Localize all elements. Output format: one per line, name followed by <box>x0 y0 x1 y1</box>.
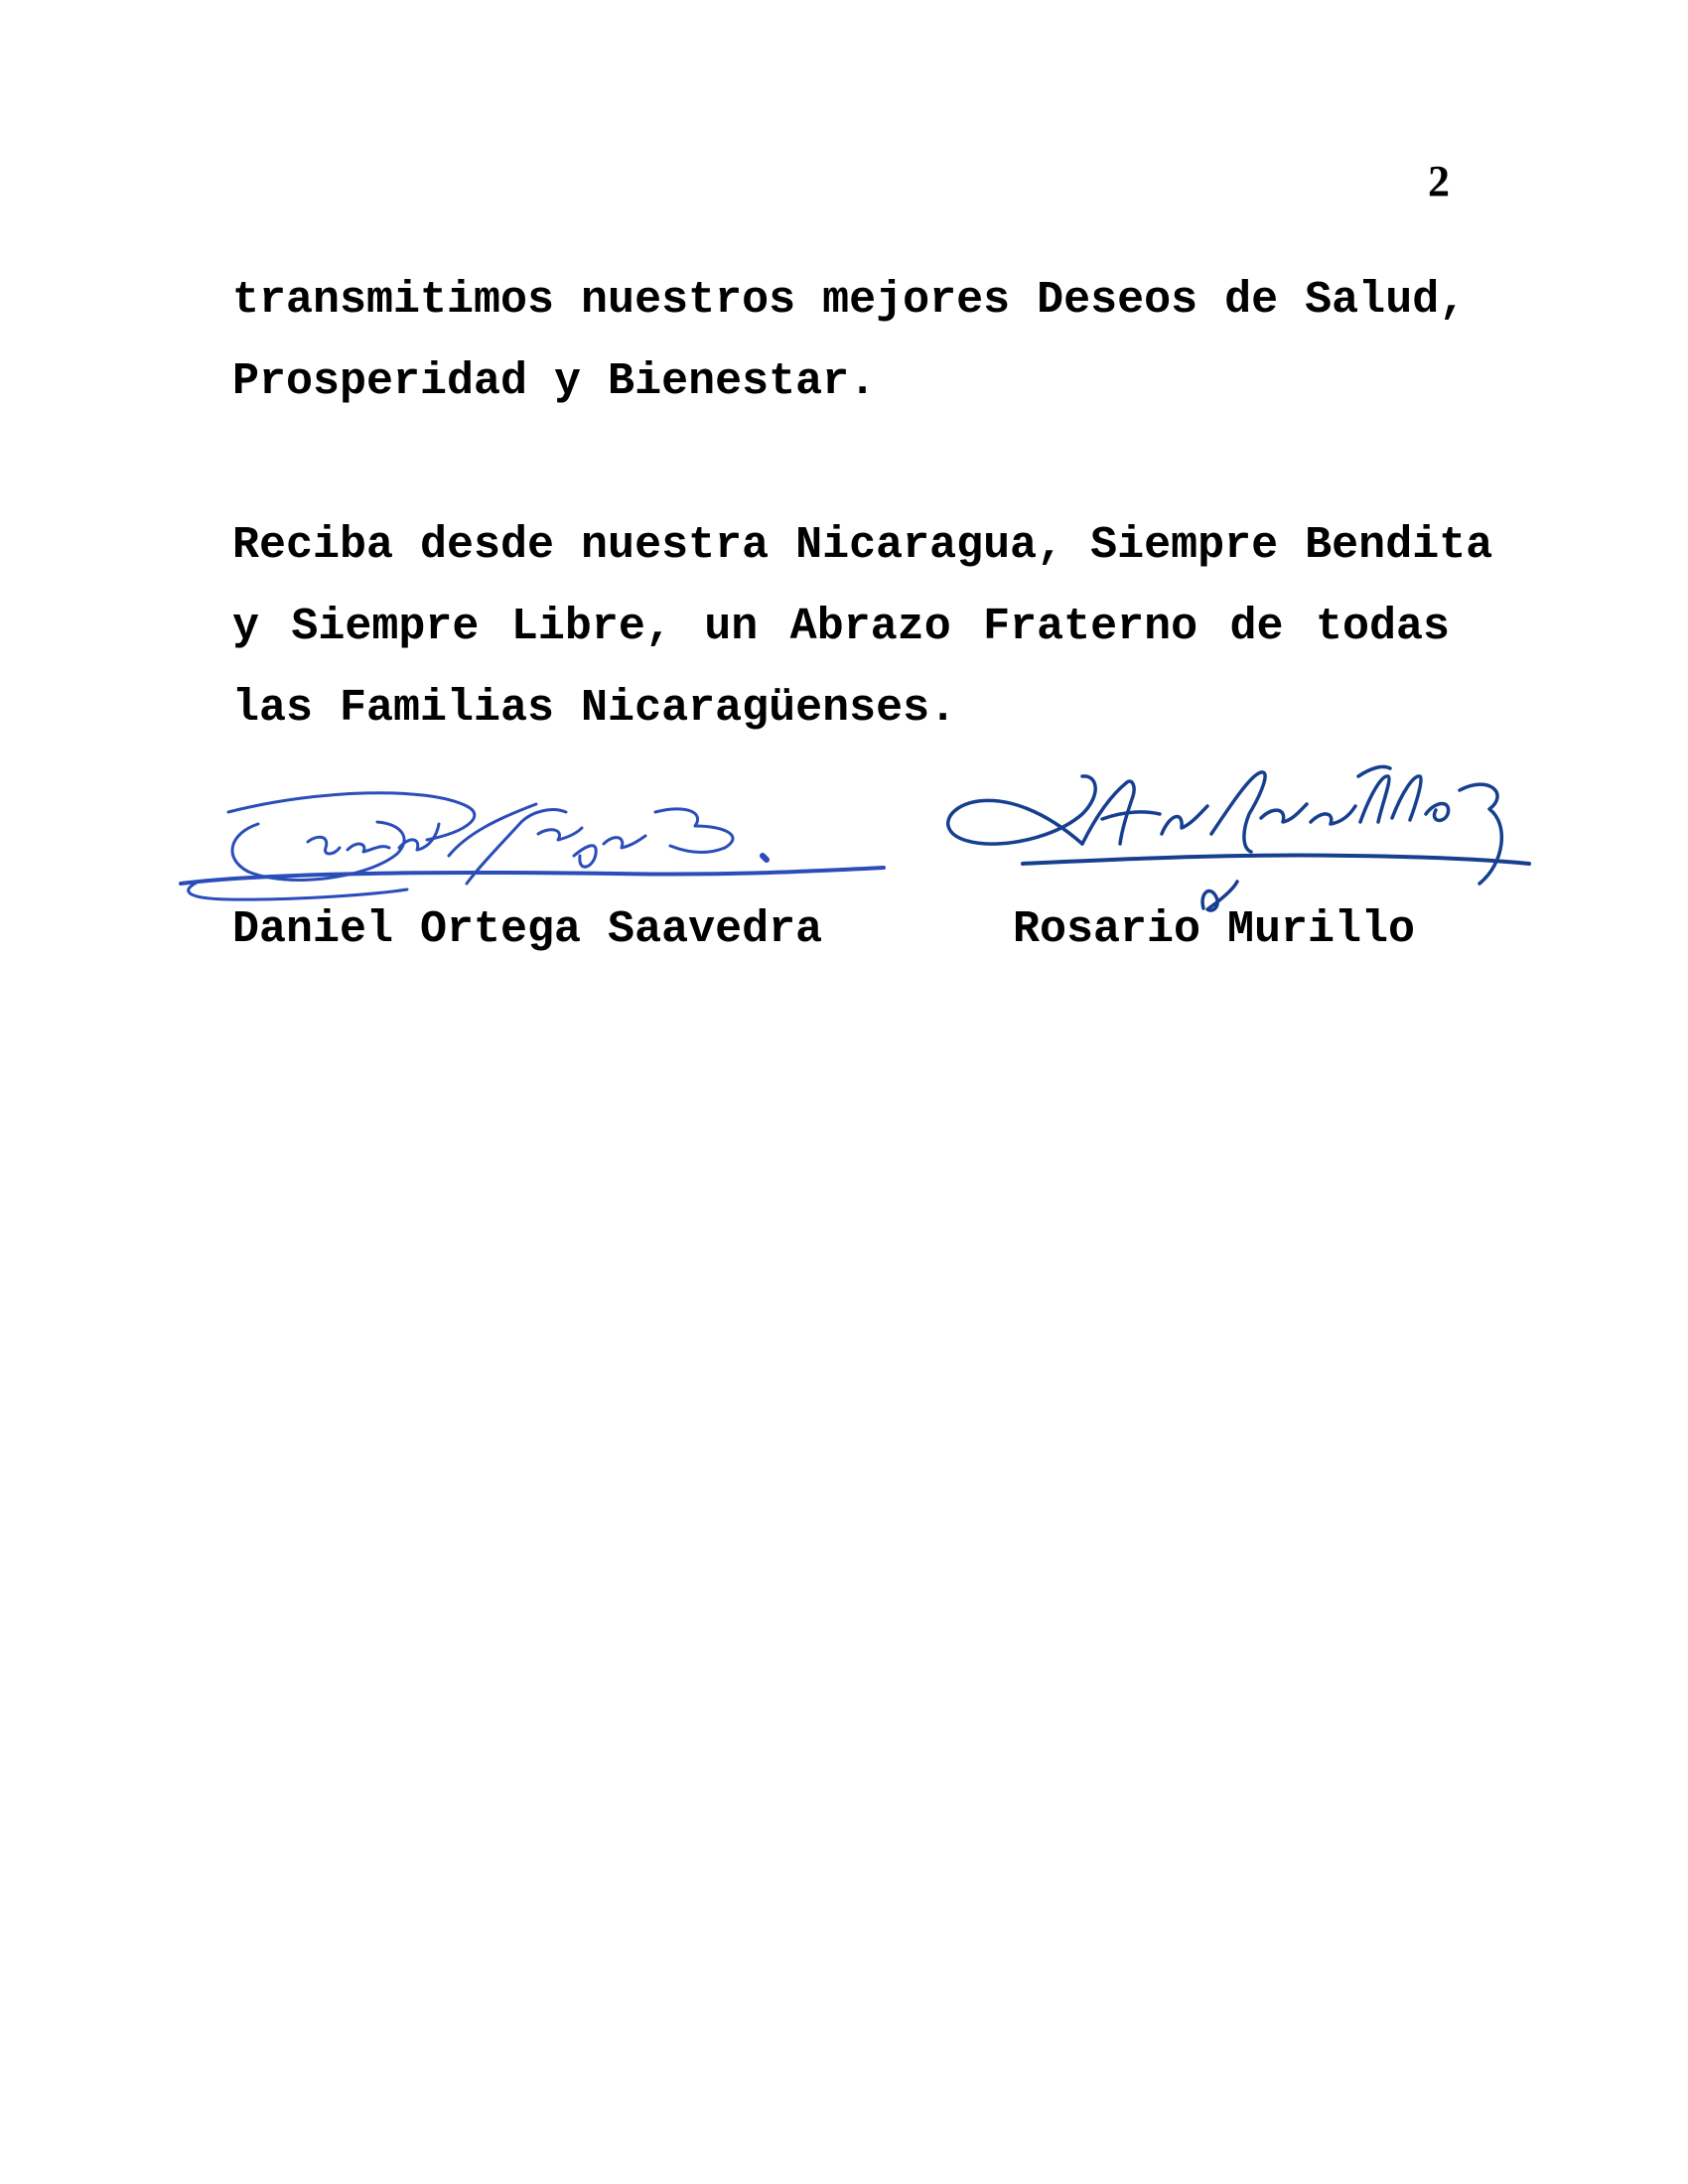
paragraph-line: y Siempre Libre, un Abrazo Fraterno de todas <box>232 602 1450 652</box>
signer-name-rosario-murillo: Rosario Murillo <box>1013 904 1416 955</box>
paragraph-line: las Familias Nicaragüenses. <box>232 683 957 734</box>
page-number: 2 <box>1428 157 1450 205</box>
paragraph-line: Prosperidad y Bienestar. <box>232 356 877 407</box>
signature-daniel-ortega <box>169 764 904 923</box>
paragraph-line: Reciba desde nuestra Nicaragua, Siempre Bendita <box>232 520 1493 571</box>
paragraph-line: transmitimos nuestros mejores Deseos de Salud, <box>232 275 1467 326</box>
signer-name-daniel-ortega: Daniel Ortega Saavedra <box>232 904 823 955</box>
